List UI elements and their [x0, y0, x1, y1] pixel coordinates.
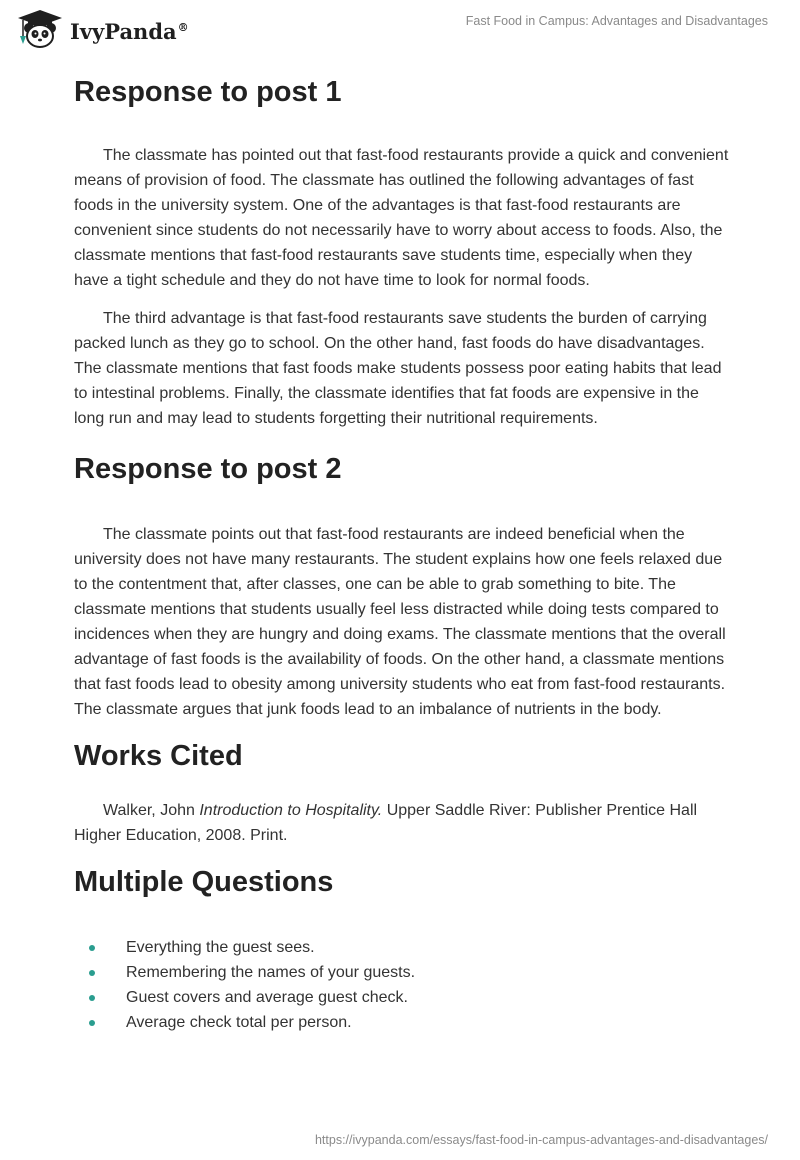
citation-author: Walker, John: [103, 802, 200, 819]
citation: [74, 798, 730, 848]
source-url-link[interactable]: https://ivypanda.com/essays/fast-food-in-campus-advantages-and-disadvantages/: [314, 1133, 768, 1147]
ivypanda-logo[interactable]: [14, 8, 189, 50]
essay-content: [74, 74, 730, 1035]
citation-title: Introduction to Hospitality.: [199, 802, 383, 819]
paragraph-response-1a: The classmate has pointed out that fast-food restaurants provide a quick and convenient means of provision of food. The classmate has outlined the following advantages of fast foods in the university system. One of the advantages is that fast-food restaurants are convenient since students do not necessarily have to worry about access to foods. Also, the classmate mentions that fast-food restaurants save students time, especially when they have a tight schedule and they do not have time to look for normal foods.: [74, 147, 729, 289]
paragraph-response-2: The classmate points out that fast-food restaurants are indeed beneficial when the university does not have many restaurants. The student explains how one feels relaxed due to the contentment that, after classes, one can be able to grab something to bite. The classmate mentions that students usually feel less distracted while doing tests compared to incidences when they are hungry and doing exams. The classmate mentions that the overall advantage of fast foods is the availability of foods. On the other hand, a classmate mentions that fast foods lead to obesity among university students who eat from fast-food restaurants. The classmate argues that junk foods lead to an imbalance of nutrients in the body.: [74, 526, 726, 718]
document-title: Fast Food in Campus: Advantages and Disadvantages: [465, 14, 768, 28]
list-item: Everything the guest sees.: [74, 935, 730, 960]
logo-text: IvyPanda®: [70, 18, 189, 44]
questions-list: [74, 935, 730, 1035]
list-item: Average check total per person.: [74, 1010, 730, 1035]
citation-publisher: Upper Saddle River: Publisher Prentice Hall Higher Education, 2008. Print.: [74, 802, 698, 844]
heading-response-1: Response to post 1: [74, 76, 342, 108]
paragraph-response-1b: The third advantage is that fast-food restaurants save students the burden of carrying packed lunch as they go to school. On the other hand, fast foods do have disadvantages. The classmate mentions that fast foods make students possess poor eating habits that lead to intestinal problems. Finally, the classmate identifies that fat foods are expensive in the long run and may lead to students forgetting their nutritional requirements.: [74, 310, 722, 427]
heading-multiple-questions: Multiple Questions: [74, 866, 334, 898]
heading-works-cited: Works Cited: [74, 740, 243, 772]
list-item: Remembering the names of your guests.: [74, 960, 730, 985]
heading-response-2: Response to post 2: [74, 453, 342, 485]
panda-logo-icon: [14, 8, 66, 50]
list-item: Guest covers and average guest check.: [74, 985, 730, 1010]
